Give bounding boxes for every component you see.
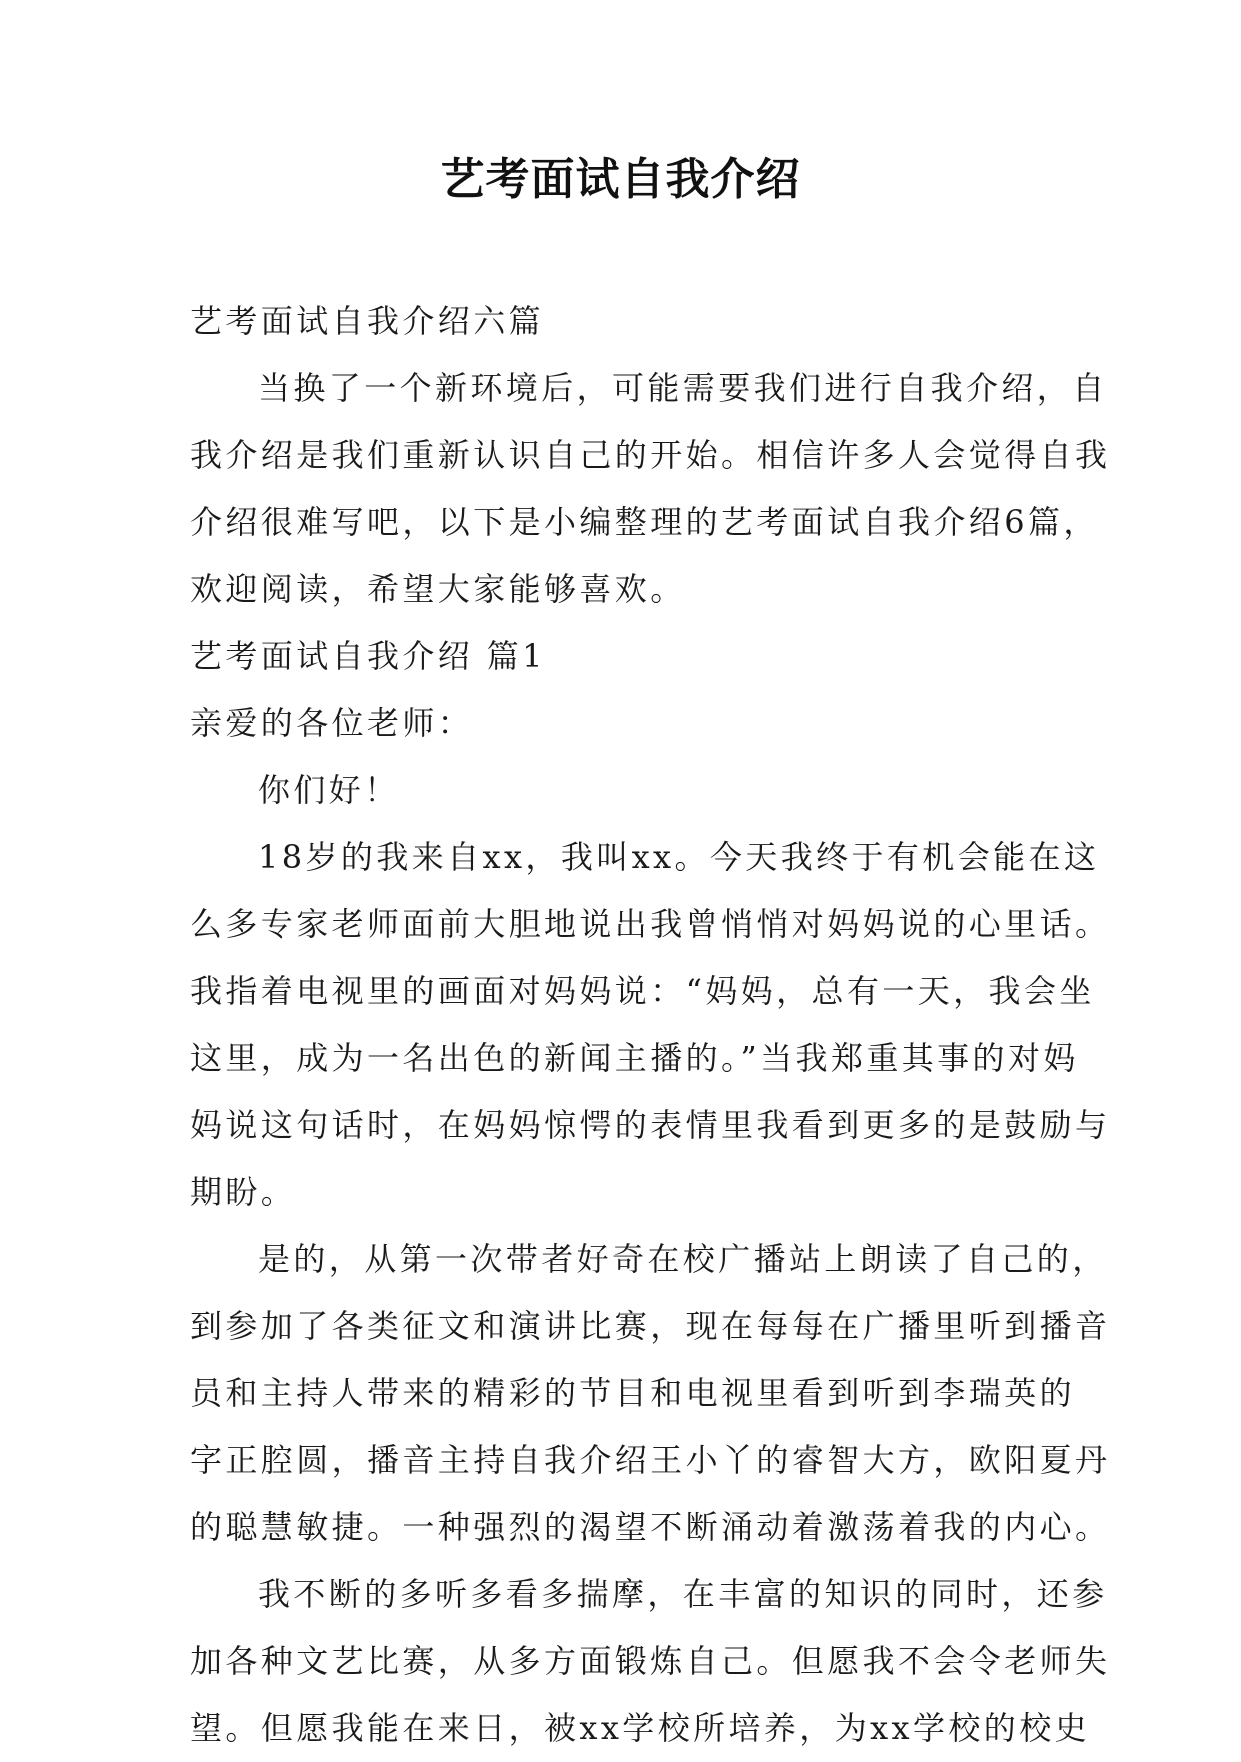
paragraph-line: 我不断的多听多看多揣摩，在丰富的知识的同时，还参	[258, 1575, 1108, 1613]
paragraph-line: 加各种文艺比赛，从多方面锻炼自己。但愿我不会令老师失	[190, 1642, 1111, 1680]
document-title: 艺考面试自我介绍	[440, 154, 801, 205]
paragraph-line: 当换了一个新环境后，可能需要我们进行自我介绍，自	[258, 369, 1108, 407]
subtitle-line: 艺考面试自我介绍六篇	[190, 302, 545, 340]
paragraph-line: 这里，成为一名出色的新闻主播的。”当我郑重其事的对妈	[190, 1039, 1079, 1077]
paragraph-line: 是的，从第一次带者好奇在校广播站上朗读了自己的，	[258, 1240, 1108, 1278]
paragraph-line: 字正腔圆，播音主持自我介绍王小丫的睿智大方，欧阳夏丹	[190, 1441, 1111, 1479]
paragraph-line: 的聪慧敏捷。一种强烈的渴望不断涌动着激荡着我的内心。	[190, 1508, 1111, 1546]
paragraph-line: 员和主持人带来的精彩的节目和电视里看到听到李瑞英的	[190, 1374, 1076, 1412]
paragraph-line: 期盼。	[190, 1173, 297, 1211]
paragraph-line: 介绍很难写吧，以下是小编整理的艺考面试自我介绍6篇，	[190, 503, 1099, 541]
greeting-line: 你们好！	[258, 771, 400, 809]
paragraph-line: 妈说这句话时，在妈妈惊愕的表情里我看到更多的是鼓励与	[190, 1106, 1111, 1144]
paragraph-line: 我介绍是我们重新认识自己的开始。相信许多人会觉得自我	[190, 436, 1111, 474]
paragraph-line: 望。但愿我能在来日，被xx学校所培养，为xx学校的校史	[190, 1709, 1090, 1747]
paragraph-line: 我指着电视里的画面对妈妈说：“妈妈，总有一天，我会坐	[190, 972, 1095, 1010]
salutation-line: 亲爱的各位老师：	[190, 704, 474, 742]
paragraph-line: 到参加了各类征文和演讲比赛，现在每每在广播里听到播音	[190, 1307, 1111, 1345]
paragraph-line: 么多专家老师面前大胆地说出我曾悄悄对妈妈说的心里话。	[190, 905, 1111, 943]
section-heading: 艺考面试自我介绍 篇1	[190, 637, 546, 675]
paragraph-line: 欢迎阅读，希望大家能够喜欢。	[190, 570, 686, 608]
document-body	[190, 288, 1111, 1762]
paragraph-line: 18岁的我来自xx，我叫xx。今天我终于有机会能在这	[258, 838, 1100, 876]
